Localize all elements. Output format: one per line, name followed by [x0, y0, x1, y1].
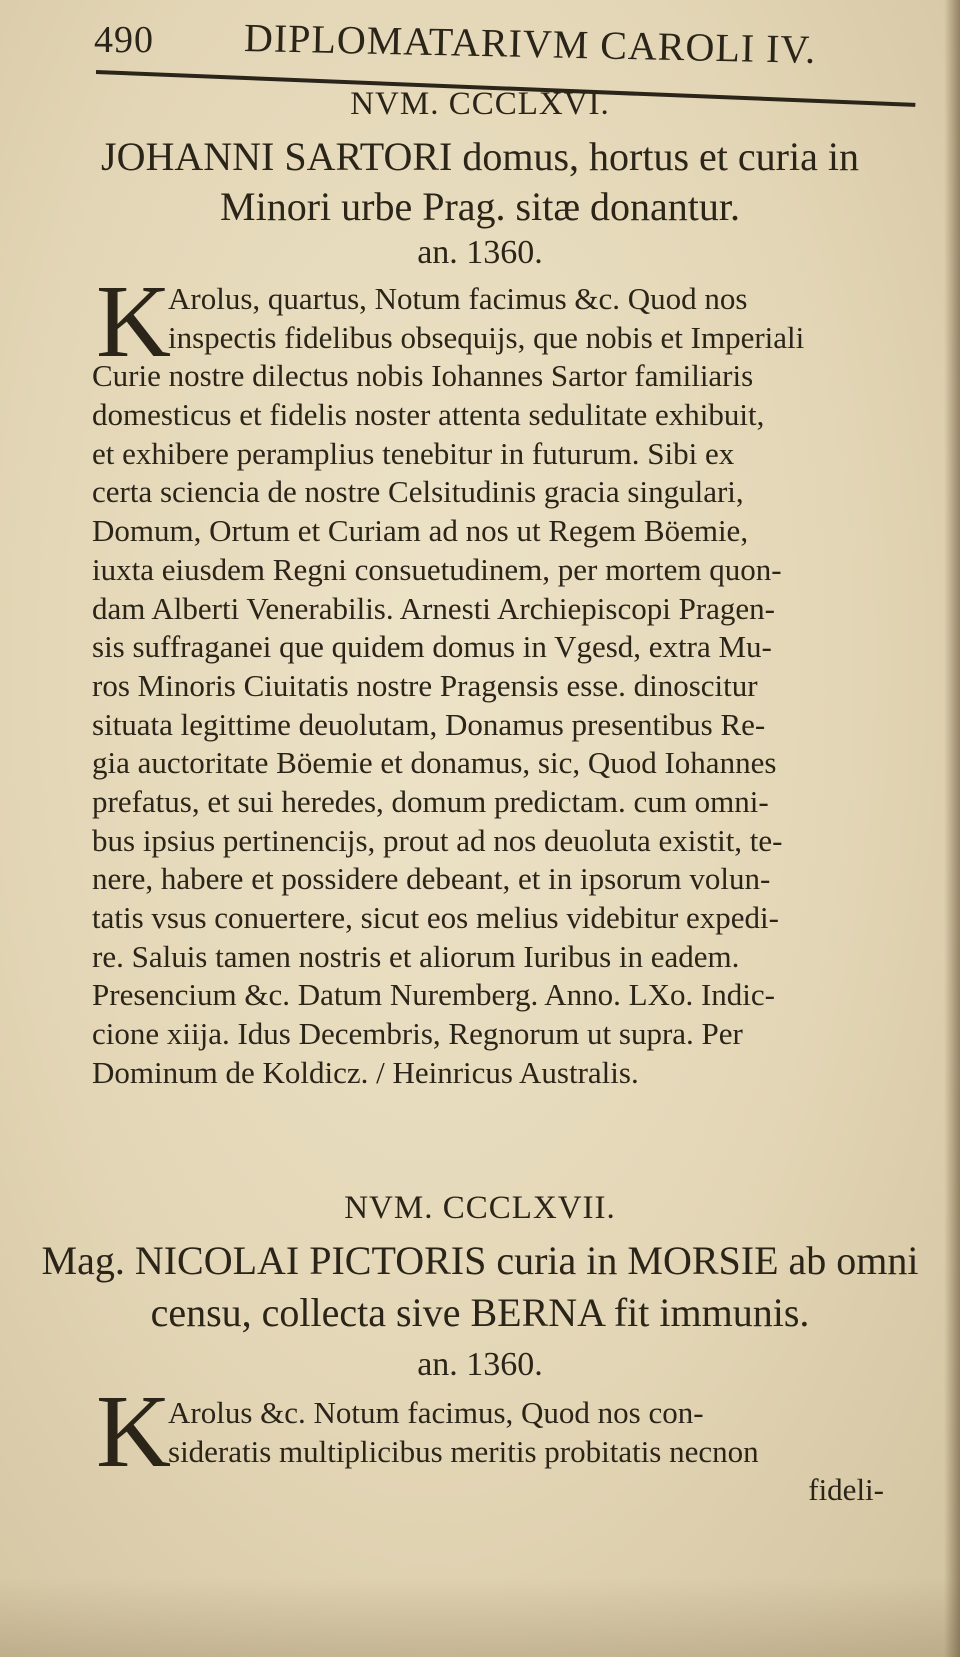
- document-year: an. 1360.: [417, 1346, 543, 1383]
- body-line: Arolus, quartus, Notum facimus &c. Quod nos: [168, 281, 748, 316]
- drop-initial: K: [96, 264, 172, 379]
- document-body: [92, 280, 892, 1092]
- body-line: re. Saluis tamen nostris et aliorum Iuribus in eadem.: [92, 938, 740, 974]
- body-line: gia auctoritate Böemie et donamus, sic, Quod Iohannes: [92, 745, 777, 781]
- body-line: Dominum de Koldicz. / Heinricus Australis.: [92, 1054, 639, 1090]
- body-line: iuxta eiusdem Regni consuetudinem, per mortem quon-: [92, 551, 782, 587]
- body-line: inspectis fidelibus obsequijs, que nobis et Imperiali: [168, 319, 805, 355]
- body-line: et exhibere peramplius tenebitur in futurum. Sibi ex: [92, 435, 735, 471]
- body-line: Presencium &c. Datum Nuremberg. Anno. LXo. Indic-: [92, 977, 775, 1013]
- document-title-line-2: Minori urbe Prag. sitæ donantur.: [220, 184, 740, 229]
- body-line: situata legittime deuolutam, Donamus presentibus Re-: [92, 706, 766, 742]
- document-year: an. 1360.: [417, 234, 543, 271]
- running-head: [94, 14, 874, 72]
- body-line: tatis vsus conuertere, sicut eos melius videbitur expedi-: [92, 900, 779, 935]
- body-line: certa sciencia de nostre Celsitudinis gracia singulari,: [92, 474, 744, 510]
- drop-initial: K: [96, 1374, 172, 1489]
- document-number-heading: NVM. CCCLXVI.: [350, 86, 610, 122]
- page-number: 490: [94, 19, 154, 61]
- body-line: prefatus, et sui heredes, domum predictam. cum omni-: [92, 783, 769, 819]
- running-title: DIPLOMATARIVM CAROLI IV.: [243, 15, 817, 72]
- body-line: sis suffraganei que quidem domus in Vgesd, extra Mu-: [92, 629, 772, 665]
- document-title-line-2: censu, collecta sive BERNA fit immunis.: [150, 1290, 810, 1335]
- body-line: dam Alberti Venerabilis. Arnesti Archiepiscopi Pragen-: [92, 590, 775, 626]
- document-number-heading: NVM. CCCLXVII.: [344, 1190, 616, 1226]
- body-line: cione xiija. Idus Decembris, Regnorum ut supra. Per: [92, 1016, 743, 1052]
- body-line: Curie nostre dilectus nobis Iohannes Sartor familiaris: [92, 358, 754, 394]
- page-edge-shadow: [944, 0, 960, 1657]
- page-bottom-shadow: [0, 1577, 960, 1657]
- body-line: nere, habere et possidere debeant, et in ipsorum volun-: [92, 861, 771, 897]
- body-line: ros Minoris Ciuitatis nostre Pragensis esse. dinoscitur: [92, 667, 758, 703]
- body-line: sideratis multiplicibus meritis probitatis necnon: [168, 1433, 759, 1469]
- body-line: bus ipsius pertinencijs, prout ad nos deuoluta existit, te-: [92, 822, 783, 858]
- body-line: Arolus &c. Notum facimus, Quod nos con-: [168, 1395, 704, 1430]
- catchword: fideli-: [808, 1472, 884, 1508]
- document-title-line-1: Mag. NICOLAI PICTORIS curia in MORSIE ab omni: [41, 1238, 919, 1283]
- document-body: [92, 1394, 892, 1510]
- document-title-line-1: JOHANNI SARTORI domus, hortus et curia in: [101, 134, 859, 179]
- body-line: Domum, Ortum et Curiam ad nos ut Regem Böemie,: [92, 513, 749, 549]
- body-line: domesticus et fidelis noster attenta sedulitate exhibuit,: [92, 397, 765, 433]
